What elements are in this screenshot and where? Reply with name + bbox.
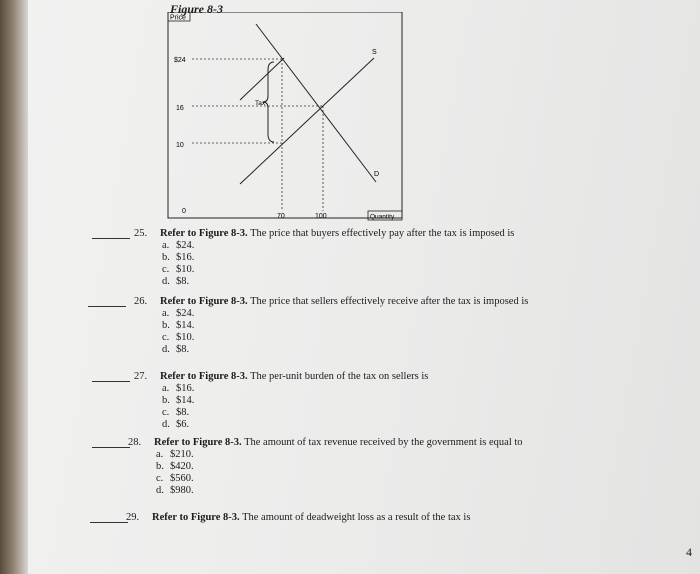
supply-curve [240,58,374,184]
plot-frame [168,12,402,218]
x-axis-label: Quantity [370,213,395,221]
taxed-supply-curve [240,58,284,100]
answer-blank[interactable] [92,381,130,382]
option-a: a. $24. [162,240,195,251]
answer-blank[interactable] [90,522,128,523]
price-tick-10: 10 [176,142,184,149]
option-a: a. $210. [156,449,194,460]
question-stem [152,512,470,524]
question-ref: Refer to Figure 8-3. [152,512,240,523]
option-c: c. $8. [162,407,190,418]
question-stem [160,296,528,308]
figure-title: Figure 8-3 [170,2,224,16]
answer-blank[interactable] [88,306,126,307]
question-text: The price that buyers effectively pay after the tax is imposed is [247,228,515,239]
question-text: The price that sellers effectively receive after the tax is imposed is [247,296,529,307]
supply-demand-graph [166,12,406,226]
option-a: a. $24. [162,308,195,319]
question-ref: Refer to Figure 8-3. [160,371,248,382]
question-text: The per-unit burden of the tax on sellers is [247,371,429,382]
background-edge [0,0,28,574]
option-c: c. $10. [162,332,195,343]
option-c: c. $560. [156,473,194,484]
question-number: 28. [128,437,142,448]
option-b: b. $14. [162,320,195,331]
question-text: The amount of deadweight loss as a result of the tax is [239,512,471,523]
option-d: d. $8. [162,276,190,287]
question-number: 26. [134,296,148,307]
quantity-tick-70: 70 [277,213,285,220]
origin-label: 0 [182,208,186,215]
question-stem [154,437,523,449]
quantity-tick-100: 100 [315,213,327,220]
question-ref: Refer to Figure 8-3. [154,437,242,448]
option-d: d. $8. [162,344,190,355]
demand-label: D [374,171,380,178]
question-stem [160,371,428,383]
demand-curve [256,24,376,182]
supply-label: S [372,49,377,56]
question-number: 29. [126,512,140,523]
question-ref: Refer to Figure 8-3. [160,228,248,239]
question-number: 27. [134,371,148,382]
answer-blank[interactable] [92,238,130,239]
answer-blank[interactable] [92,447,130,448]
option-a: a. $16. [162,383,195,394]
page-number: 4 [686,545,692,559]
price-tick-16: 16 [176,105,184,112]
question-number: 25. [134,228,148,239]
question-ref: Refer to Figure 8-3. [160,296,248,307]
price-tick-24: $24 [174,57,186,64]
tax-label: Tax [255,100,266,107]
question-text: The amount of tax revenue received by the government is equal to [241,437,523,448]
option-d: d. $980. [156,485,194,496]
option-b: b. $14. [162,395,195,406]
question-stem [160,228,514,240]
option-c: c. $10. [162,264,195,275]
option-b: b. $420. [156,461,194,472]
option-b: b. $16. [162,252,195,263]
y-axis-label: Price [170,14,186,22]
option-d: d. $6. [162,419,190,430]
